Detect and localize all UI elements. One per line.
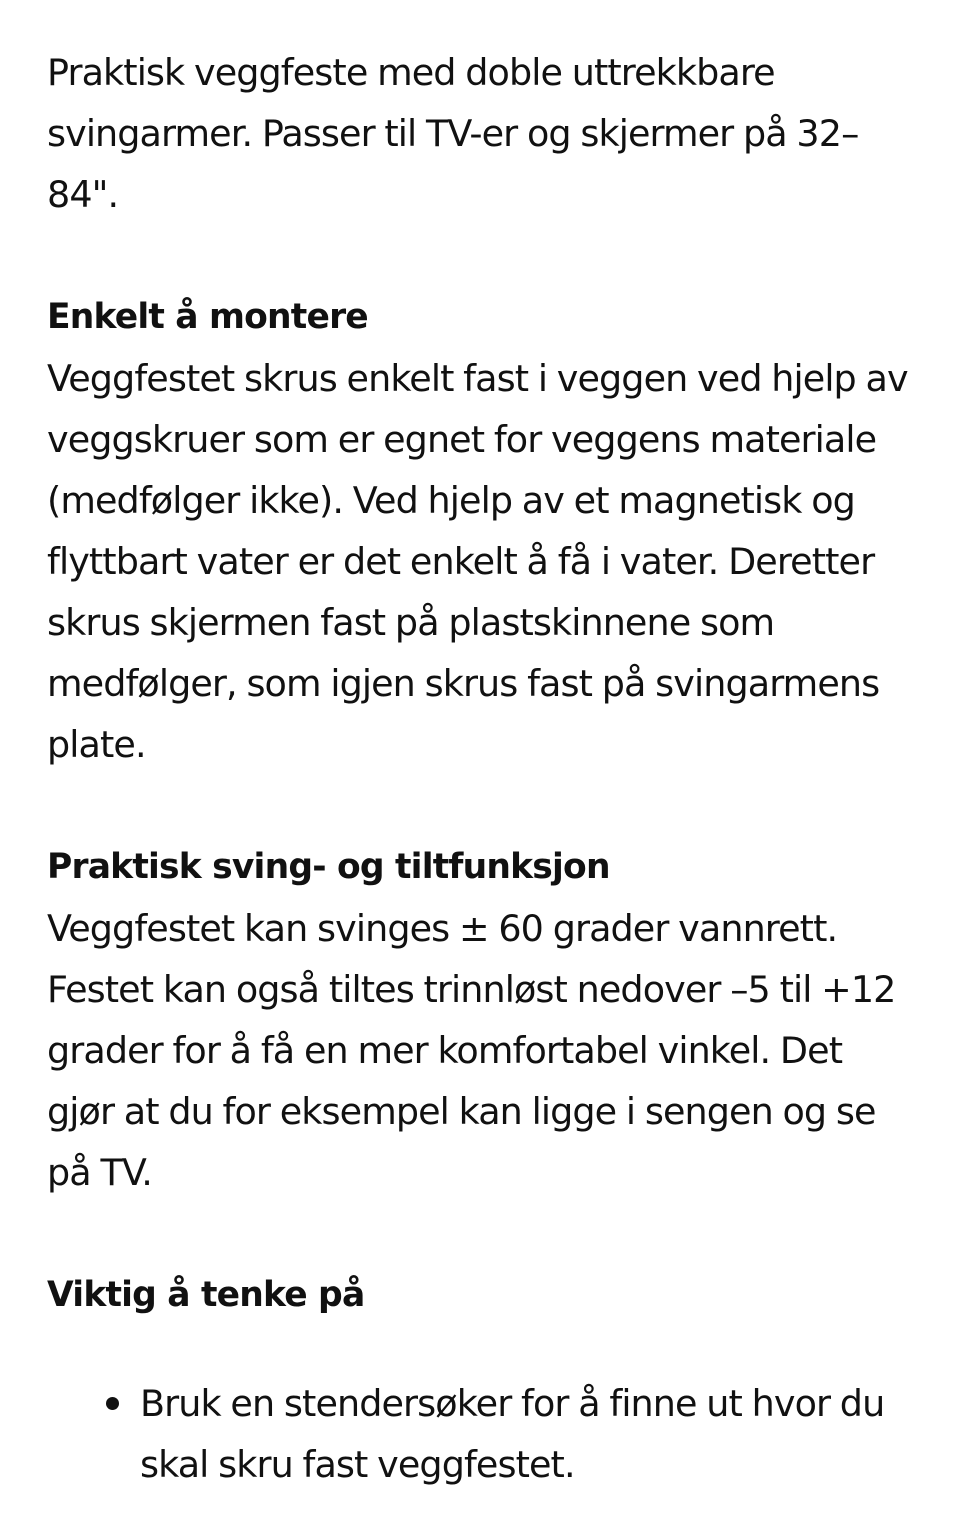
list-spacer <box>47 1326 917 1373</box>
section-heading-mounting: Enkelt å montere <box>47 297 368 337</box>
section-body-mounting: Veggfestet skrus enkelt fast i veggen ved hjelp av veggskruer som er egnet for veggens materiale (medfølger ikke). Ved hjelp av et magnetisk og flyttbart vater er det enkelt å få i vater. Deretter skrus skjermen fast på plastskinnene som medfølger, som igjen skrus fast på svingarmens plate. <box>47 357 908 766</box>
product-description <box>47 42 917 1495</box>
section-spacer <box>47 225 917 287</box>
list-item-text: Bruk en stendersøker for å finne ut hvor du skal skru fast veggfestet. <box>140 1382 885 1486</box>
section-heading-swing-tilt: Praktisk sving- og tiltfunksjon <box>47 847 610 887</box>
section-body-swing-tilt: Veggfestet kan svinges ± 60 grader vannrett. Festet kan også tiltes trinnløst nedover –5 til +12 grader for å få en mer komfortabel vinkel. Det gjør at du for eksempel kan ligge i sengen og se på TV. <box>47 907 896 1194</box>
bullet-icon <box>106 1397 119 1410</box>
section-spacer <box>47 775 917 837</box>
section-spacer <box>47 1203 917 1265</box>
tips-list <box>47 1373 917 1495</box>
list-item <box>47 1373 917 1495</box>
intro-paragraph: Praktisk veggfeste med doble uttrekkbare svingarmer. Passer til TV-er og skjermer på 32–84". <box>47 51 859 216</box>
section-heading-important: Viktig å tenke på <box>47 1275 365 1315</box>
